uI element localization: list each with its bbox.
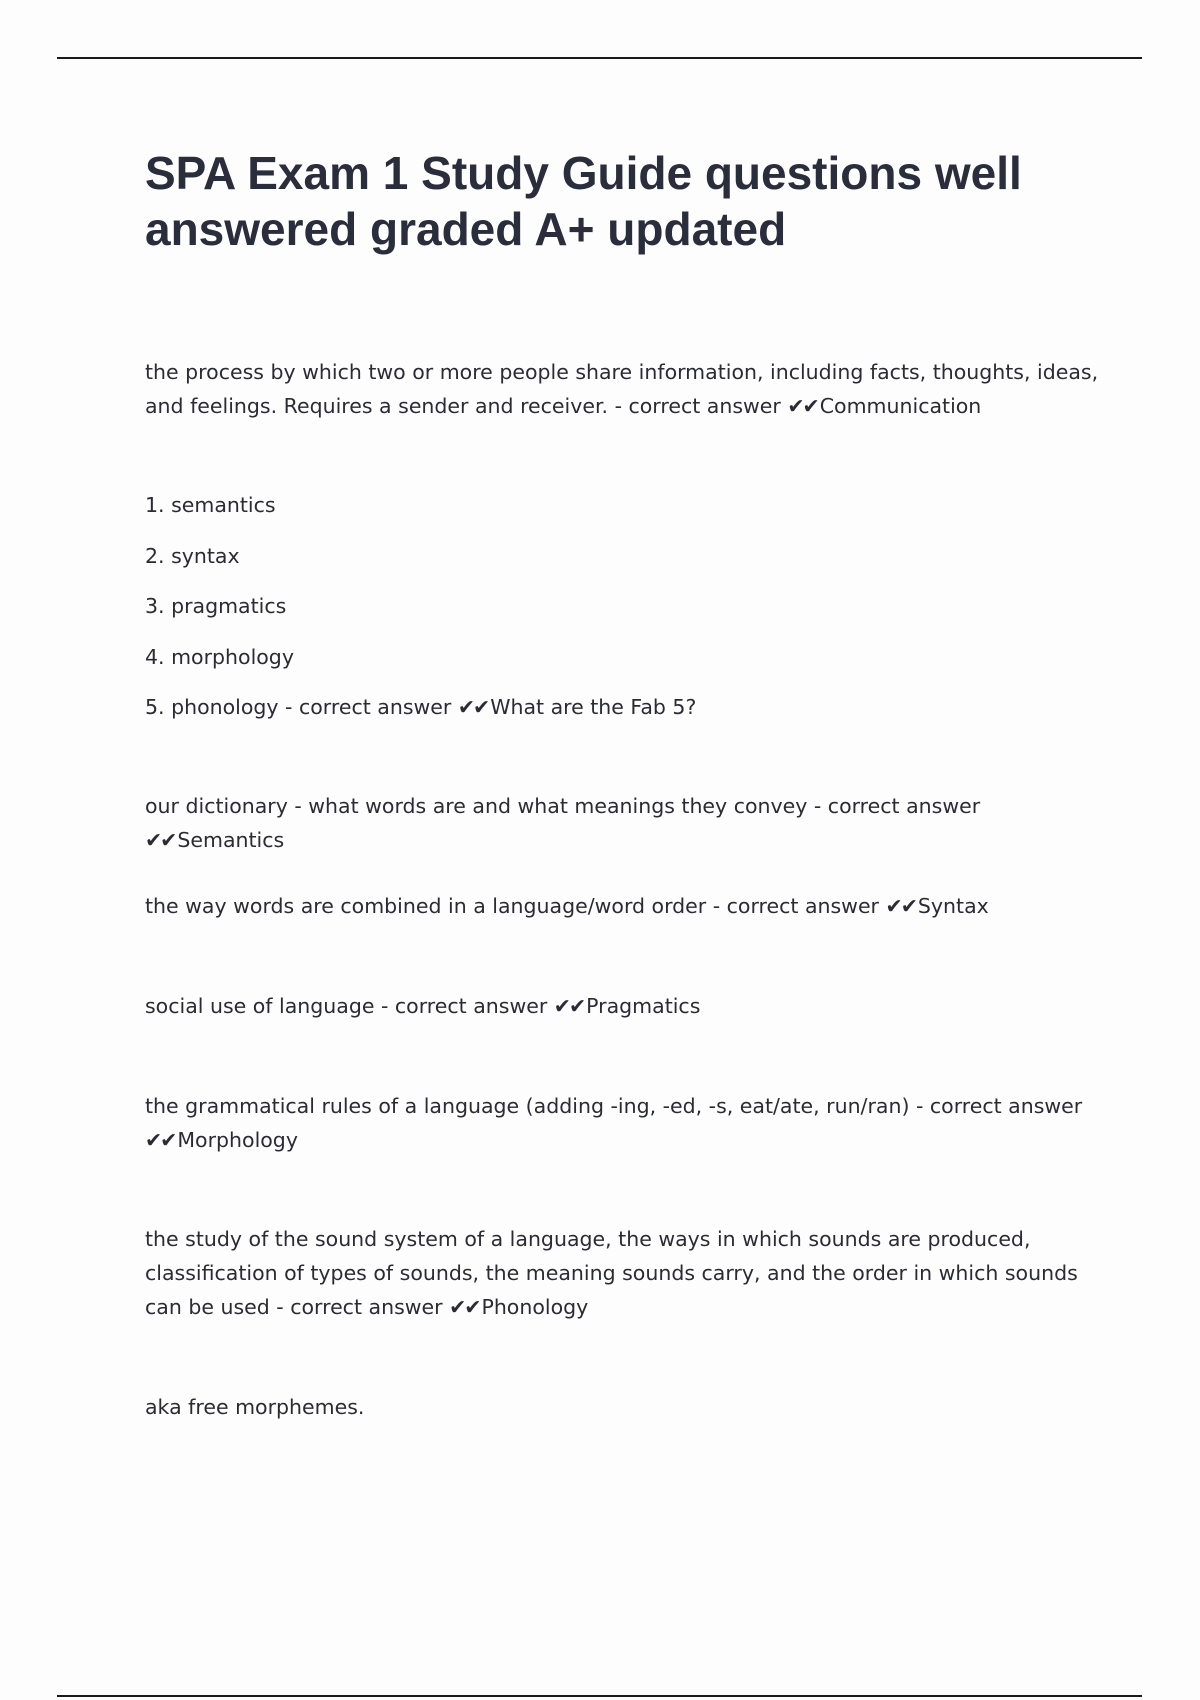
bottom-divider	[57, 1695, 1142, 1697]
double-check-icon: ✔✔	[553, 994, 585, 1018]
double-check-icon: ✔✔	[145, 828, 176, 852]
answer-text: Morphology	[177, 1128, 298, 1152]
qa-entry-free-morphemes	[145, 1390, 1100, 1424]
question-text: the grammatical rules of a language (adding -ing, -ed, -s, eat/ate, run/ran) - correct answer	[145, 1094, 1083, 1118]
list-item	[145, 690, 1100, 741]
list-item: 2. syntax	[145, 543, 240, 568]
question-text: the study of the sound system of a language, the ways in which sounds are produced, classification of types of sounds, the meaning sounds carry, and the order in which sounds can be used - correct answer	[145, 1227, 1078, 1319]
double-check-icon: ✔✔	[449, 1295, 480, 1319]
qa-entry-communication	[145, 355, 1100, 423]
double-check-icon: ✔✔	[885, 894, 916, 918]
answer-text: Communication	[819, 394, 982, 418]
qa-entry-semantics	[145, 789, 1100, 857]
question-text: the way words are combined in a language/word order - correct answer	[145, 894, 879, 918]
question-text: aka free morphemes.	[145, 1395, 365, 1419]
double-check-icon: ✔✔	[145, 1128, 176, 1152]
answer-text: Phonology	[481, 1295, 589, 1319]
double-check-icon: ✔✔	[787, 394, 818, 418]
answer-text: What are the Fab 5?	[490, 695, 697, 719]
qa-entry-morphology	[145, 1089, 1100, 1157]
list-item: 1. semantics	[145, 493, 276, 517]
list-item: 3. pragmatics	[145, 594, 287, 618]
answer-text: Pragmatics	[586, 994, 701, 1018]
top-divider	[57, 57, 1142, 59]
question-text: our dictionary - what words are and what meanings they convey - correct answer	[145, 794, 981, 818]
qa-entry-phonology	[145, 1222, 1100, 1324]
fab-five-list	[145, 488, 1100, 741]
qa-entry-pragmatics	[145, 989, 1100, 1023]
answer-text: Syntax	[917, 894, 989, 918]
page-title: SPA Exam 1 Study Guide questions well answered graded A+ updated	[145, 147, 1022, 255]
double-check-icon: ✔✔	[457, 695, 489, 719]
list-item: 4. morphology	[145, 644, 294, 669]
question-text: social use of language - correct answer	[145, 994, 548, 1018]
question-text: 5. phonology - correct answer	[145, 695, 452, 719]
answer-text: Semantics	[177, 828, 285, 852]
qa-entry-syntax	[145, 889, 1100, 923]
question-text: the process by which two or more people share information, including facts, thoughts, ideas, and feelings. Requires a sender and receiver. - correct answer	[145, 360, 1099, 418]
